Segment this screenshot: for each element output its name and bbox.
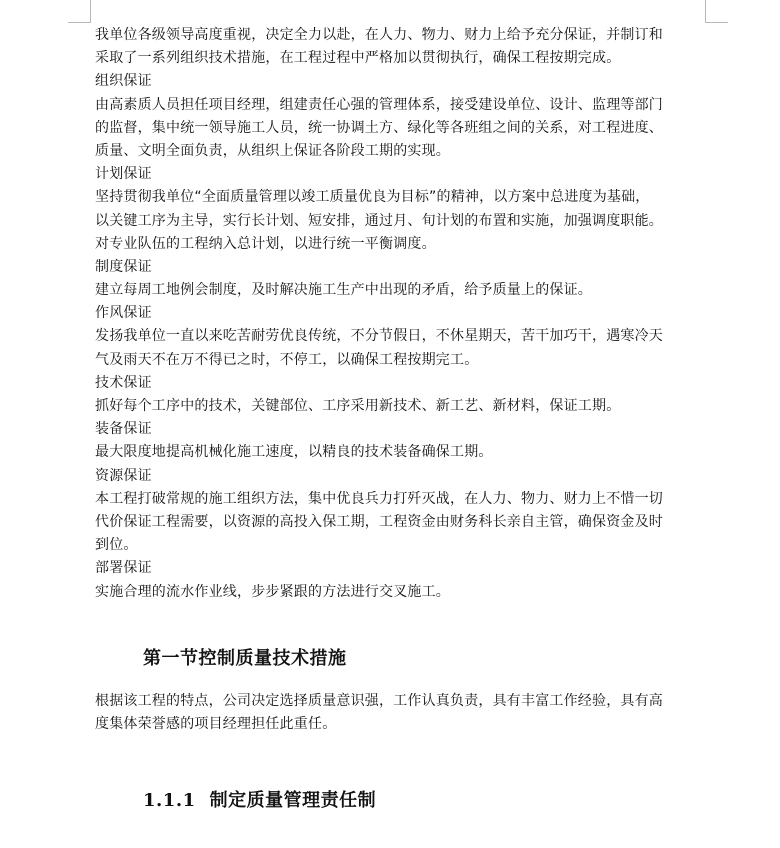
subsection-number: 1.1.1	[143, 790, 196, 812]
paragraph-line: 质量、文明全面负责，从组织上保证各阶段工期的实现。	[95, 142, 450, 159]
paragraph-line: 本工程打破常规的施工组织方法，集中优良兵力打歼灭战，在人力、物力、财力上不惜一切	[95, 490, 663, 507]
section-heading: 组织保证	[95, 73, 152, 90]
paragraph-line: 气及雨天不在万不得已之时，不停工，以确保工程按期完工。	[95, 351, 479, 368]
section-title: 第一节控制质量技术措施	[143, 647, 347, 669]
paragraph-line: 根据该工程的特点，公司决定选择质量意识强，工作认真负责，具有丰富工作经验，具有高	[95, 692, 663, 709]
paragraph-line: 发扬我单位一直以来吃苦耐劳优良传统，不分节假日，不休星期天，苦干加巧干，遇寒冷天	[95, 328, 663, 345]
paragraph-line: 坚持贯彻我单位“全面质量管理以竣工质量优良为目标”的精神，以方案中总进度为基础，	[95, 189, 650, 206]
paragraph-line: 抓好每个工序中的技术，关键部位、工序采用新技术、新工艺、新材料，保证工期。	[95, 398, 621, 414]
section-paragraph	[95, 690, 715, 736]
section-heading: 部署保证	[95, 560, 152, 577]
paragraph-line: 到位。	[95, 537, 138, 554]
paragraph-line: 的监督，集中统一领导施工人员，统一协调土方、绿化等各班组之间的关系，对工程进度、	[95, 119, 663, 136]
section-heading: 制度保证	[95, 258, 152, 275]
section-heading: 作风保证	[95, 305, 152, 322]
paragraph-line: 以关键工序为主导，实行长计划、短安排，通过月、旬计划的布置和实施，加强调度职能。	[95, 212, 663, 229]
intro-line: 采取了一系列组织技术措施，在工程过程中严格加以贯彻执行，确保工程按期完成。	[95, 50, 621, 67]
paragraph-line: 度集体荣誉感的项目经理担任此重任。	[95, 715, 337, 732]
paragraph-line: 对专业队伍的工程纳入总计划，以进行统一平衡调度。	[95, 235, 436, 252]
section-heading: 计划保证	[95, 166, 152, 183]
section-heading: 资源保证	[95, 467, 152, 484]
intro-line: 我单位各级领导高度重视，决定全力以赴，在人力、物力、财力上给予充分保证，并制订和	[95, 27, 663, 43]
paragraph-line: 代价保证工程需要，以资源的高投入保工期，工程资金由财务科长亲自主管，确保资金及时	[95, 513, 663, 530]
paragraph-line: 实施合理的流水作业线，步步紧跟的方法进行交叉施工。	[95, 583, 450, 600]
page-corner-mark-right	[705, 0, 728, 23]
subsection-title: 制定质量管理责任制	[209, 790, 377, 812]
section-heading: 装备保证	[95, 421, 152, 438]
document-body	[95, 24, 715, 604]
document-page	[95, 24, 715, 814]
page-corner-mark-left	[68, 0, 91, 23]
subsection-heading	[143, 788, 715, 814]
paragraph-line: 由高素质人员担任项目经理，组建责任心强的管理体系，接受建设单位、设计、监理等部门	[95, 96, 663, 113]
paragraph-line: 建立每周工地例会制度，及时解决施工生产中出现的矛盾，给予质量上的保证。	[95, 282, 592, 299]
section-heading: 技术保证	[95, 374, 152, 391]
paragraph-line: 最大限度地提高机械化施工速度，以精良的技术装备确保工期。	[95, 444, 493, 461]
